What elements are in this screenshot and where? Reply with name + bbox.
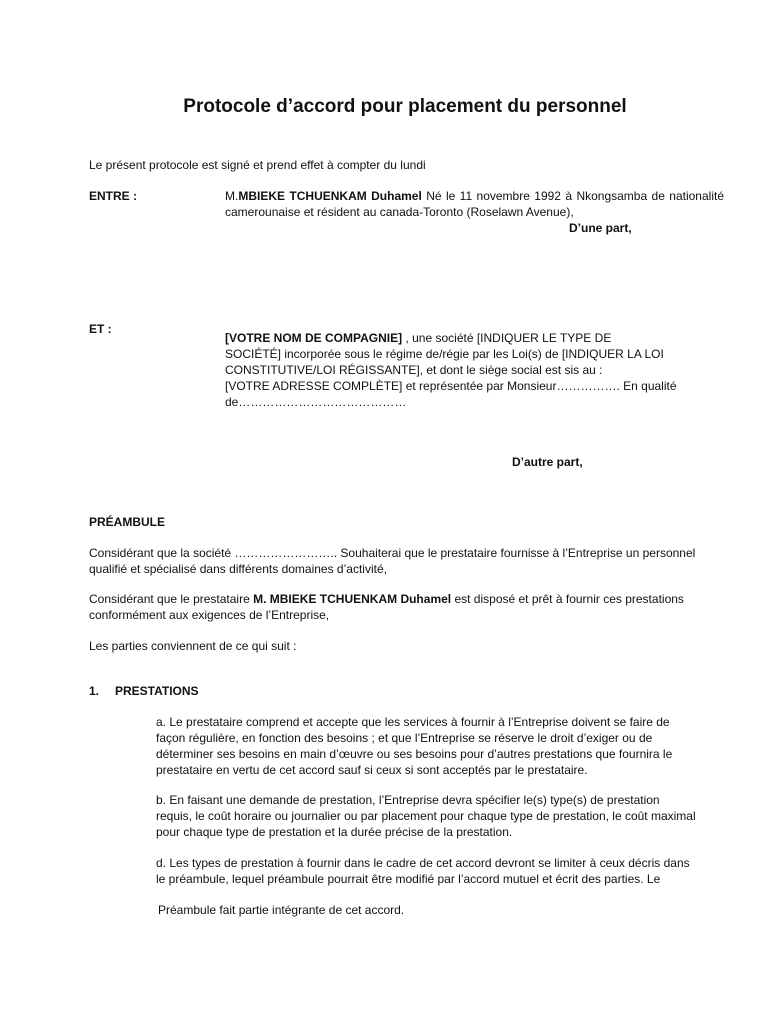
entre-prefix: M.: [225, 189, 239, 203]
section-1-number: 1.: [89, 684, 100, 698]
et-line1-rest: , une société [INDIQUER LE TYPE DE: [402, 331, 612, 345]
item-d-line: d. Les types de prestation à fournir dans le cadre de cet accord devront se limiter à ceux décris dans: [156, 856, 690, 870]
preambule-p2-name: M. MBIEKE TCHUENKAM Duhamel: [253, 592, 452, 606]
section-1-item-d: [156, 855, 746, 887]
preambule-paragraph-2: [89, 591, 739, 623]
section-1-item-b: [156, 792, 746, 840]
entre-text: Né le 11 novembre 1992 à Nkongsamba de nationalité camerounaise et résident au canada-Toronto (Roselawn Avenue),: [225, 189, 724, 219]
preambule-p2-after: est disposé et prêt à fournir ces prestations: [451, 592, 684, 606]
item-a-line: façon régulière, en fonction des besoins ; et que l’Entreprise se réserve le droit d’exiger ou de: [156, 731, 653, 745]
intro-text: Le présent protocole est signé et prend effet à compter du lundi: [89, 158, 426, 172]
et-label: ET :: [89, 322, 112, 336]
preambule-p1-line1: Considérant que la société …………………….. Souhaiterai que le prestataire fournisse à l’Entreprise un personnel: [89, 546, 696, 560]
item-a-line: déterminer ses besoins en main d’œuvre ou ses besoins pour d’autres prestations que fournira le: [156, 747, 673, 761]
entre-party-description: [225, 188, 724, 220]
item-b-line: requis, le coût horaire ou journalier ou par placement pour chaque type de prestation, le coût maximal: [156, 809, 696, 823]
section-1-final-sentence: Préambule fait partie intégrante de cet accord.: [158, 903, 405, 917]
entre-label: ENTRE :: [89, 189, 137, 203]
et-line4: [VOTRE ADRESSE COMPLÈTE] et représentée par Monsieur……………. En qualité: [225, 379, 677, 393]
entre-name: MBIEKE TCHUENKAM Duhamel: [238, 189, 422, 203]
preambule-p2-before: Considérant que le prestataire: [89, 592, 254, 606]
et-line3: CONSTITUTIVE/LOI RÉGISSANTE], et dont le siège social est sis au :: [225, 363, 603, 377]
item-b-line: b. En faisant une demande de prestation, l’Entreprise devra spécifier le(s) type(s) de prestation: [156, 793, 660, 807]
entre-closing: D’une part,: [569, 221, 632, 235]
item-d-line: le préambule, lequel préambule pourrait être modifié par l’accord mutuel et écrit des parties. Le: [156, 872, 661, 886]
item-b-line: pour chaque type de prestation et la durée précise de la prestation.: [156, 825, 513, 839]
et-closing: D’autre part,: [512, 455, 583, 469]
preambule-heading: PRÉAMBULE: [89, 515, 166, 529]
item-a-line: a. Le prestataire comprend et accepte que les services à fournir à l’Entreprise doivent se faire de: [156, 715, 670, 729]
preambule-paragraph-1: [89, 545, 739, 577]
et-line2: SOCIÉTÉ] incorporée sous le régime de/régie par les Loi(s) de [INDIQUER LA LOI: [225, 347, 664, 361]
preambule-p1-line2: qualifié et spécialisé dans différents domaines d’activité,: [89, 562, 387, 576]
section-1-heading: PRESTATIONS: [115, 684, 199, 698]
item-a-line: prestataire en vertu de cet accord sauf si ceux si sont acceptés par le prestataire.: [156, 763, 588, 777]
preambule-paragraph-3: Les parties conviennent de ce qui suit :: [89, 639, 297, 653]
et-company: [VOTRE NOM DE COMPAGNIE]: [225, 331, 403, 345]
preambule-p2-line2: conformément aux exigences de l’Entreprise,: [89, 608, 330, 622]
document-title: Protocole d’accord pour placement du personnel: [183, 96, 627, 117]
et-party-description: [225, 330, 705, 410]
section-1-item-a: [156, 714, 726, 778]
et-line5: de……………………………………: [225, 395, 407, 409]
